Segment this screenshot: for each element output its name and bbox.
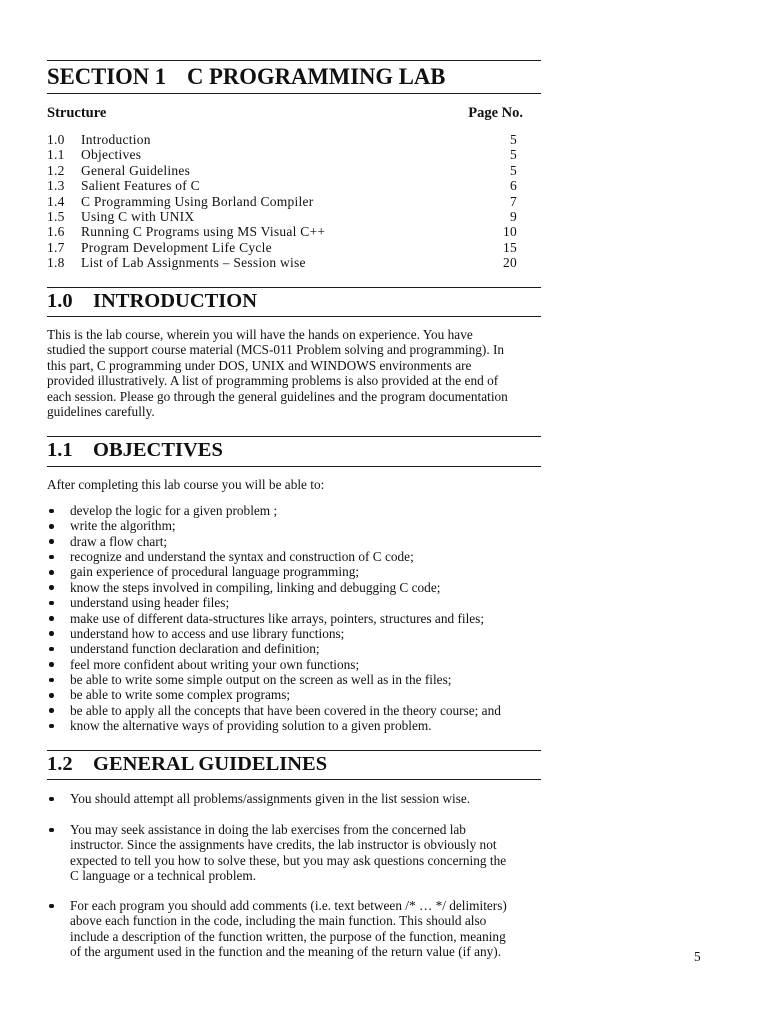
guideline-item: [47, 791, 541, 806]
objective-item: [47, 580, 501, 595]
objective-text: be able to write some simple output on the screen as well as in the files;: [70, 671, 452, 687]
toc-entry-number: 1.6: [47, 224, 65, 240]
objective-text: write the algorithm;: [70, 518, 176, 534]
paragraph-line: guidelines carefully.: [47, 403, 155, 419]
guideline-line: expected to tell you how to solve these, but you may ask questions concerning the: [70, 852, 507, 868]
objective-item: [47, 595, 501, 610]
objectives-bottom-rule: [47, 466, 541, 467]
toc-entry-title: Salient Features of C: [81, 178, 200, 194]
paragraph-line: provided illustratively. A list of programming problems is also provided at the end of: [47, 373, 499, 389]
paragraph-line: this part, C programming under DOS, UNIX and WINDOWS environments are: [47, 357, 472, 373]
bullet-icon: [49, 585, 54, 590]
toc-entry: [47, 163, 517, 178]
objectives-lead: After completing this lab course you will be able to:: [47, 477, 325, 492]
objective-item: [47, 626, 501, 641]
objective-item: [47, 672, 501, 687]
toc-entry: [47, 178, 517, 193]
objective-item: [47, 687, 501, 702]
bullet-icon: [49, 555, 54, 560]
objective-text: know the alternative ways of providing solution to a given problem.: [70, 718, 432, 734]
structure-header: [47, 105, 523, 122]
paragraph-line: each session. Please go through the general guidelines and the program documentation: [47, 388, 508, 404]
section-title-text: C PROGRAMMING LAB: [187, 64, 446, 89]
toc-entry-number: 1.8: [47, 255, 65, 271]
objective-text: develop the logic for a given problem ;: [70, 503, 278, 518]
objective-text: feel more confident about writing your own functions;: [70, 656, 360, 672]
page-number: 5: [694, 949, 701, 964]
toc-entry-number: 1.0: [47, 132, 65, 147]
heading-number: 1.2: [47, 753, 73, 775]
toc-entry: [47, 240, 517, 255]
bullet-icon: [49, 631, 54, 636]
bullet-icon: [49, 570, 54, 575]
objectives-top-rule: [47, 436, 541, 437]
intro-bottom-rule: [47, 316, 541, 317]
toc-entry-title: General Guidelines: [81, 162, 191, 178]
bullet-icon: [49, 693, 54, 698]
objective-text: understand function declaration and definition;: [70, 641, 320, 657]
guidelines-bottom-rule: [47, 779, 541, 780]
structure-label: Structure: [47, 105, 107, 121]
bullet-icon: [49, 524, 54, 529]
bullet-icon: [49, 797, 54, 802]
heading-label: GENERAL GUIDELINES: [93, 753, 328, 775]
objective-item: [47, 534, 501, 549]
toc-entry-page: 7: [510, 193, 517, 209]
toc-entry-title: Introduction: [81, 132, 151, 147]
objective-text: make use of different data-structures like arrays, pointers, structures and files;: [70, 610, 485, 626]
guideline-item: [47, 898, 541, 960]
objective-item: [47, 549, 501, 564]
heading-number: 1.0: [47, 290, 73, 312]
table-of-contents: [47, 132, 517, 271]
bullet-icon: [49, 724, 54, 729]
objective-item: [47, 503, 501, 518]
heading-label: OBJECTIVES: [93, 439, 223, 461]
toc-entry-number: 1.1: [47, 147, 65, 163]
toc-entry-page: 5: [510, 162, 517, 178]
objective-item: [47, 518, 501, 533]
objectives-list: [47, 503, 501, 733]
toc-entry-page: 5: [510, 132, 517, 147]
bullet-icon: [49, 616, 54, 621]
guideline-line: You should attempt all problems/assignments given in the list session wise.: [70, 791, 471, 806]
introduction-heading: [47, 289, 541, 313]
toc-entry-title: List of Lab Assignments – Session wise: [81, 255, 306, 271]
toc-entry: [47, 209, 517, 224]
objective-item: [47, 703, 501, 718]
guideline-line: include a description of the function written, the purpose of the function, meaning: [70, 928, 506, 944]
title-bottom-rule: [47, 93, 541, 94]
bullet-icon: [49, 708, 54, 713]
objective-text: understand using header files;: [70, 595, 230, 611]
page-no-label: Page No.: [468, 105, 523, 121]
toc-entry: [47, 224, 517, 239]
toc-entry-title: Using C with UNIX: [81, 208, 195, 224]
toc-entry-title: Program Development Life Cycle: [81, 239, 272, 255]
toc-entry: [47, 194, 517, 209]
guideline-line: above each function in the code, including the main function. This should also: [70, 913, 487, 929]
section-title: [47, 64, 541, 90]
heading-number: 1.1: [47, 439, 73, 461]
guideline-line: of the argument used in the function and the meaning of the return value (if any).: [70, 944, 502, 960]
guidelines-heading: [47, 752, 541, 776]
section-number: SECTION 1: [47, 64, 167, 89]
toc-entry-number: 1.4: [47, 193, 65, 209]
objective-text: be able to apply all the concepts that have been covered in the theory course; and: [70, 702, 501, 718]
objective-text: draw a flow chart;: [70, 533, 168, 549]
objective-item: [47, 718, 501, 733]
objective-item: [47, 657, 501, 672]
guideline-item: [47, 822, 541, 884]
objective-text: understand how to access and use library functions;: [70, 625, 345, 641]
toc-entry-title: C Programming Using Borland Compiler: [81, 193, 314, 209]
toc-entry-number: 1.2: [47, 162, 65, 178]
guideline-line: For each program you should add comments (i.e. text between /* … */ delimiters): [70, 898, 507, 913]
toc-entry: [47, 132, 517, 147]
bullet-icon: [49, 662, 54, 667]
paragraph-line: studied the support course material (MCS-011 Problem solving and programming). In: [47, 342, 505, 358]
bullet-icon: [49, 678, 54, 683]
bullet-icon: [49, 647, 54, 652]
objectives-heading: [47, 438, 541, 462]
toc-entry-number: 1.3: [47, 178, 65, 194]
bullet-icon: [49, 601, 54, 606]
toc-entry-page: 5: [510, 147, 517, 163]
intro-top-rule: [47, 287, 541, 288]
toc-entry-number: 1.7: [47, 239, 65, 255]
bullet-icon: [49, 509, 54, 514]
bullet-icon: [49, 539, 54, 544]
toc-entry: [47, 147, 517, 162]
bullet-icon: [49, 828, 54, 833]
objective-text: recognize and understand the syntax and construction of C code;: [70, 549, 414, 565]
toc-entry-title: Objectives: [81, 147, 142, 163]
heading-label: INTRODUCTION: [93, 290, 258, 312]
toc-entry-page: 15: [503, 239, 517, 255]
objective-item: [47, 611, 501, 626]
objective-item: [47, 564, 501, 579]
guideline-line: C language or a technical problem.: [70, 868, 257, 884]
toc-entry-number: 1.5: [47, 208, 65, 224]
paragraph-line: This is the lab course, wherein you will have the hands on experience. You have: [47, 327, 473, 342]
guideline-line: You may seek assistance in doing the lab exercises from the concerned lab: [70, 822, 466, 837]
guideline-line: instructor. Since the assignments have credits, the lab instructor is obviously not: [70, 837, 497, 853]
toc-entry-page: 6: [510, 178, 517, 194]
toc-entry-page: 9: [510, 208, 517, 224]
toc-entry-title: Running C Programs using MS Visual C++: [81, 224, 326, 240]
objective-text: be able to write some complex programs;: [70, 687, 291, 703]
title-top-rule: [47, 60, 541, 61]
toc-entry-page: 20: [503, 255, 517, 271]
toc-entry-page: 10: [503, 224, 517, 240]
guidelines-top-rule: [47, 750, 541, 751]
bullet-icon: [49, 904, 54, 909]
introduction-paragraph: [47, 327, 541, 419]
objective-text: know the steps involved in compiling, linking and debugging C code;: [70, 579, 441, 595]
toc-entry: [47, 255, 517, 270]
objective-item: [47, 641, 501, 656]
objective-text: gain experience of procedural language programming;: [70, 564, 360, 580]
